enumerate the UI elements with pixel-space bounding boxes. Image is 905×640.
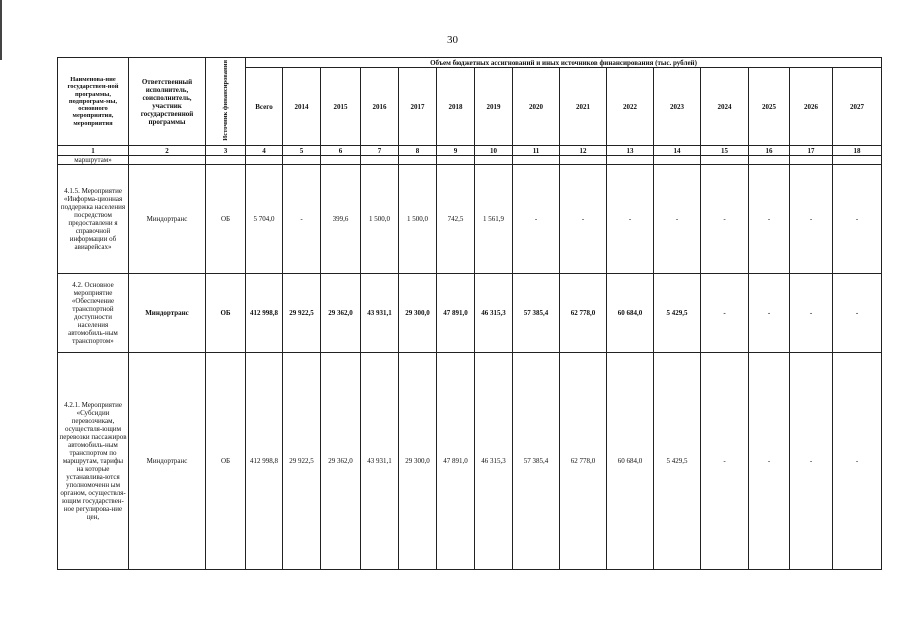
budget-table	[57, 57, 882, 570]
row-value: -	[701, 165, 749, 274]
row-value: 1 561,9	[475, 165, 513, 274]
header-year: 2020	[513, 68, 560, 146]
row-value: 5 704,0	[246, 165, 283, 274]
column-number: 4	[246, 146, 283, 156]
row-value	[437, 156, 475, 165]
row-value: -	[749, 165, 790, 274]
column-number: 13	[607, 146, 654, 156]
header-year: 2022	[607, 68, 654, 146]
table-row	[58, 352, 882, 569]
column-number: 11	[513, 146, 560, 156]
column-number: 17	[790, 146, 833, 156]
header-source	[206, 58, 246, 146]
row-value: 29 922,5	[283, 274, 321, 353]
row-value	[513, 156, 560, 165]
header-year: 2025	[749, 68, 790, 146]
column-number: 2	[129, 146, 206, 156]
row-value: -	[749, 352, 790, 569]
row-value: -	[701, 274, 749, 353]
row-value: 60 684,0	[607, 274, 654, 353]
row-name: 4.2.1. Мероприятие «Субсидии перевозчикам, осуществля-ющим перевозки пассажиров автомобиль-ным транспортом по маршрутам, тарифы на которые устанавлива-ются уполномоченн ым органом, осуществля-ющим государствен-ное регулирова-ние цен,	[58, 352, 129, 569]
table-row	[58, 165, 882, 274]
row-value: -	[790, 165, 833, 274]
row-value: 46 315,3	[475, 274, 513, 353]
row-value: 57 385,4	[513, 274, 560, 353]
header-year: 2015	[321, 68, 361, 146]
row-value: 29 300,0	[399, 352, 437, 569]
header-year: 2017	[399, 68, 437, 146]
table-row	[58, 274, 882, 353]
row-value	[560, 156, 607, 165]
column-number: 18	[833, 146, 882, 156]
column-number: 7	[361, 146, 399, 156]
row-value: 43 931,1	[361, 274, 399, 353]
scan-edge-mark	[0, 0, 2, 60]
header-year: 2024	[701, 68, 749, 146]
row-value: -	[701, 352, 749, 569]
row-name: 4.1.5. Мероприятие «Информа-ционная поддержка населения посредством предоставлени я справочной информации об авиарейсах»	[58, 165, 129, 274]
row-value: -	[833, 165, 882, 274]
row-value: 60 684,0	[607, 352, 654, 569]
row-value: -	[560, 165, 607, 274]
header-year: 2018	[437, 68, 475, 146]
header-source-text: Источник финансирования	[222, 60, 229, 141]
row-value: -	[513, 165, 560, 274]
page-number: 30	[447, 34, 458, 46]
header-year: 2023	[654, 68, 701, 146]
column-number: 6	[321, 146, 361, 156]
row-value: 62 778,0	[560, 352, 607, 569]
row-value: 29 362,0	[321, 274, 361, 353]
header-year: 2014	[283, 68, 321, 146]
row-value: 46 315,3	[475, 352, 513, 569]
header-responsible: Ответственный исполнитель, соисполнитель, участник государственной программы	[129, 58, 206, 146]
row-value: 5 429,5	[654, 352, 701, 569]
row-value: -	[790, 352, 833, 569]
row-value	[749, 156, 790, 165]
header-year: 2027	[833, 68, 882, 146]
header-year: 2026	[790, 68, 833, 146]
row-value: 742,5	[437, 165, 475, 274]
row-responsible: Миндортранс	[129, 274, 206, 353]
row-value: -	[833, 352, 882, 569]
row-responsible	[129, 156, 206, 165]
row-value: 47 891,0	[437, 274, 475, 353]
table-row	[58, 156, 882, 165]
row-value: -	[790, 274, 833, 353]
row-value	[283, 156, 321, 165]
header-year: Всего	[246, 68, 283, 146]
row-value	[321, 156, 361, 165]
column-number: 3	[206, 146, 246, 156]
column-number: 14	[654, 146, 701, 156]
row-value	[790, 156, 833, 165]
row-value: 43 931,1	[361, 352, 399, 569]
column-number: 8	[399, 146, 437, 156]
row-name: маршрутам»	[58, 156, 129, 165]
row-source: ОБ	[206, 352, 246, 569]
header-year: 2019	[475, 68, 513, 146]
row-value: -	[283, 165, 321, 274]
row-responsible: Миндортранс	[129, 165, 206, 274]
row-value: 29 922,5	[283, 352, 321, 569]
column-number: 9	[437, 146, 475, 156]
row-value: 399,6	[321, 165, 361, 274]
row-name: 4.2. Основное мероприятие «Обеспечение транспортной доступности населения автомобиль-ным транспортом»	[58, 274, 129, 353]
column-number: 5	[283, 146, 321, 156]
row-value: -	[749, 274, 790, 353]
row-value: 57 385,4	[513, 352, 560, 569]
header-year: 2021	[560, 68, 607, 146]
header-name: Наименова-ние государствен-ной программы, подпрограм-мы, основного мероприятия, мероприятия	[58, 58, 129, 146]
row-value	[399, 156, 437, 165]
row-value: -	[654, 165, 701, 274]
column-number: 12	[560, 146, 607, 156]
header-year: 2016	[361, 68, 399, 146]
row-value: 412 998,8	[246, 274, 283, 353]
row-value: 5 429,5	[654, 274, 701, 353]
row-value: -	[833, 274, 882, 353]
row-value: 62 778,0	[560, 274, 607, 353]
row-source: ОБ	[206, 274, 246, 353]
column-number: 1	[58, 146, 129, 156]
header-volume: Объем бюджетных ассигнований и иных источников финансирования (тыс. рублей)	[246, 58, 882, 68]
column-number: 10	[475, 146, 513, 156]
row-value	[654, 156, 701, 165]
row-value: 412 998,8	[246, 352, 283, 569]
row-value: 29 300,0	[399, 274, 437, 353]
row-value: 47 891,0	[437, 352, 475, 569]
row-value	[361, 156, 399, 165]
row-value	[607, 156, 654, 165]
row-value: 29 362,0	[321, 352, 361, 569]
row-source: ОБ	[206, 165, 246, 274]
row-value	[246, 156, 283, 165]
column-number: 16	[749, 146, 790, 156]
row-responsible: Миндортранс	[129, 352, 206, 569]
row-source	[206, 156, 246, 165]
row-value	[475, 156, 513, 165]
column-number: 15	[701, 146, 749, 156]
row-value	[833, 156, 882, 165]
row-value: 1 500,0	[399, 165, 437, 274]
row-value	[701, 156, 749, 165]
row-value: -	[607, 165, 654, 274]
row-value: 1 500,0	[361, 165, 399, 274]
